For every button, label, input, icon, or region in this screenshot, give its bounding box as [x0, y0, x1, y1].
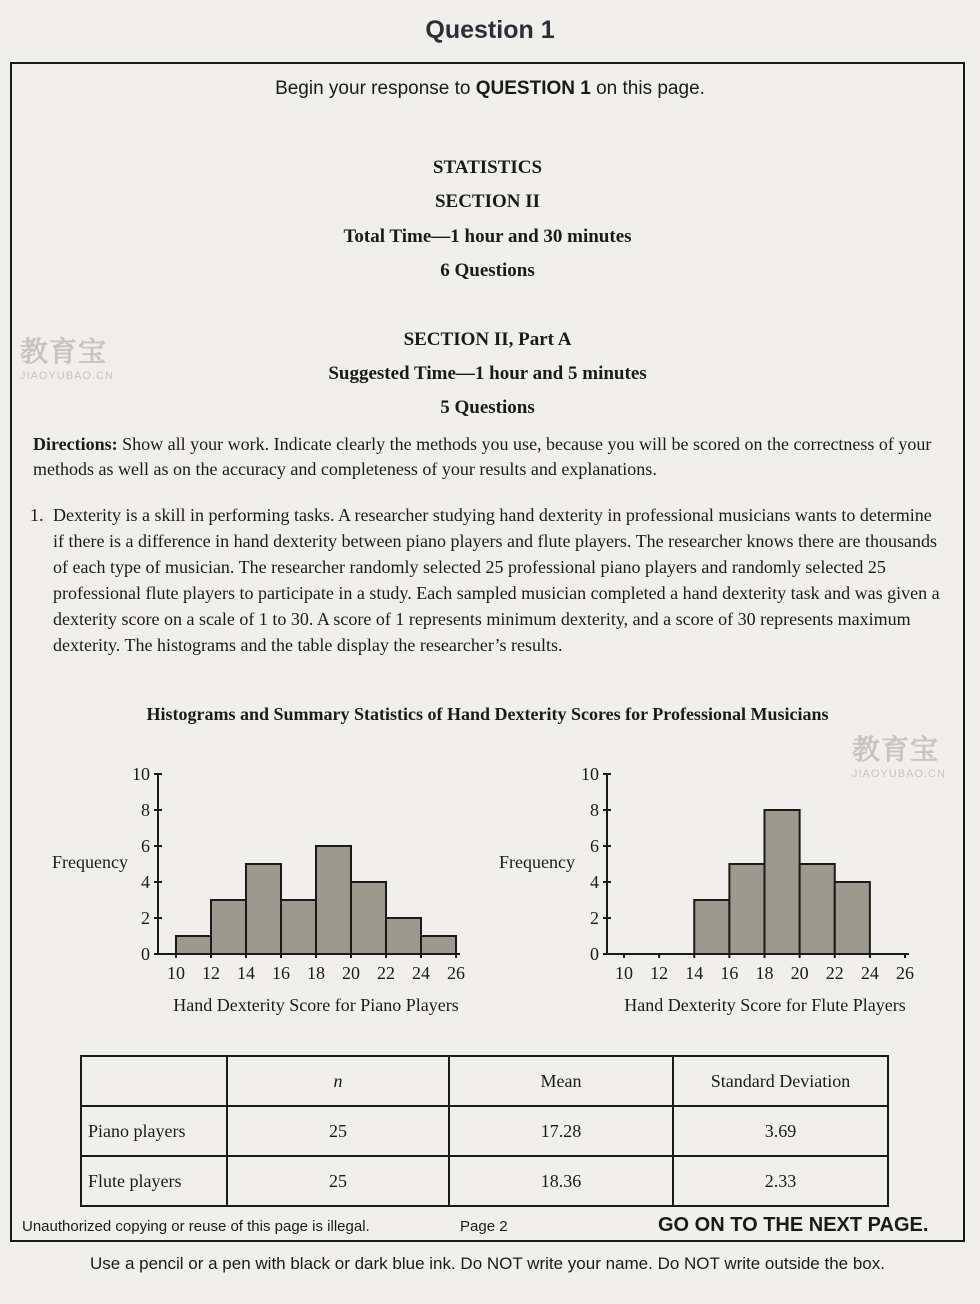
question-number: 1.: [30, 505, 44, 525]
y-axis-label: Frequency: [52, 852, 128, 872]
section-question-count: 6 Questions: [440, 260, 535, 281]
y-tick-label: 10: [581, 764, 599, 784]
x-tick-label: 10: [167, 963, 185, 983]
x-axis-label: Hand Dexterity Score for Flute Players: [624, 995, 906, 1015]
table-cell: 17.28: [449, 1106, 673, 1156]
page-number: Page 2: [460, 1218, 508, 1235]
table-row: [81, 1106, 888, 1156]
table-cell: 25: [227, 1106, 449, 1156]
x-tick-label: 18: [755, 963, 774, 983]
x-tick-label: 16: [272, 963, 290, 983]
x-tick-label: 20: [790, 963, 809, 983]
x-tick-label: 26: [896, 963, 914, 983]
x-tick-label: 16: [720, 963, 739, 983]
summary-statistics-table: [80, 1055, 889, 1207]
question-text: Dexterity is a skill in performing tasks. A researcher studying hand dexterity in professional musicians wants to determine if there is a difference in hand dexterity between piano players and flute players. The researcher knows there are thousands of each type of musician. The researcher randomly selected 25 professional piano players and randomly selected 25 professional flute players to participate in a study. Each sampled musician completed a hand dexterity task and was given a dexterity score on a scale of 1 to 30. A score of 1 represents minimum dexterity, and a score of 30 represents maximum dexterity. The histograms and the table display the researcher’s results.: [53, 505, 940, 655]
begin-question-label: QUESTION 1: [475, 78, 591, 99]
begin-suffix: on this page.: [590, 78, 705, 99]
watermark-cn: 教育宝: [20, 336, 108, 367]
next-page-notice: GO ON TO THE NEXT PAGE.: [658, 1214, 929, 1236]
x-tick-label: 10: [615, 963, 633, 983]
table-cell: 2.33: [673, 1156, 888, 1206]
figure-title: Histograms and Summary Statistics of Hand Dexterity Scores for Professional Musicians: [146, 704, 829, 724]
watermark-en: JIAOYUBAO.CN: [852, 768, 946, 780]
watermark-cn: 教育宝: [852, 734, 940, 765]
table-header-cell: Mean: [449, 1056, 673, 1106]
begin-prefix: Begin your response to: [275, 78, 476, 99]
y-tick-label: 8: [141, 800, 150, 820]
x-tick-label: 20: [342, 963, 360, 983]
y-tick-label: 4: [590, 872, 599, 892]
table-cell: 18.36: [449, 1156, 673, 1206]
question-1: [30, 502, 940, 658]
directions: [33, 432, 943, 482]
x-tick-label: 24: [412, 963, 430, 983]
part-question-count: 5 Questions: [440, 397, 535, 418]
section-number: SECTION II: [434, 191, 541, 212]
x-tick-label: 24: [860, 963, 879, 983]
part-suggested-time: Suggested Time—1 hour and 5 minutes: [328, 363, 647, 384]
y-tick-label: 6: [141, 836, 150, 856]
table-cell: Flute players: [81, 1156, 227, 1206]
directions-label: Directions:: [33, 434, 118, 454]
y-tick-label: 10: [132, 764, 150, 784]
x-tick-label: 26: [447, 963, 465, 983]
page-header-title: Question 1: [425, 16, 555, 44]
copyright-notice: Unauthorized copying or reuse of this page is illegal.: [22, 1218, 370, 1235]
x-axis-label: Hand Dexterity Score for Piano Players: [173, 995, 459, 1015]
watermark-en: JIAOYUBAO.CN: [20, 370, 114, 382]
x-tick-label: 14: [237, 963, 255, 983]
table-header-cell: Standard Deviation: [673, 1056, 888, 1106]
y-axis-label: Frequency: [499, 852, 575, 872]
table-cell: 3.69: [673, 1106, 888, 1156]
y-tick-label: 0: [590, 944, 599, 964]
x-tick-label: 12: [650, 963, 669, 983]
table-row: [81, 1156, 888, 1206]
y-tick-label: 4: [141, 872, 150, 892]
table-cell: 25: [227, 1156, 449, 1206]
x-tick-label: 22: [377, 963, 395, 983]
watermark-logo: [852, 728, 946, 780]
x-tick-label: 18: [307, 963, 325, 983]
x-tick-label: 12: [202, 963, 220, 983]
y-tick-label: 0: [141, 944, 150, 964]
section-total-time: Total Time—1 hour and 30 minutes: [343, 226, 632, 247]
table-header-row: [81, 1056, 888, 1106]
directions-text: Show all your work. Indicate clearly the methods you use, because you will be scored on the correctness of your methods as well as on the accuracy and completeness of your results and explanations.: [33, 434, 932, 479]
ink-instruction: Use a pencil or a pen with black or dark blue ink. Do NOT write your name. Do NOT write outside the box.: [90, 1254, 885, 1273]
watermark-logo: [20, 330, 114, 382]
begin-instruction: [0, 78, 980, 100]
table-header-cell: [81, 1056, 227, 1106]
y-tick-label: 8: [590, 800, 599, 820]
section-subject: STATISTICS: [432, 157, 543, 178]
table-header-cell: n: [227, 1056, 449, 1106]
part-title: SECTION II, Part A: [403, 329, 572, 350]
y-tick-label: 2: [590, 908, 599, 928]
y-tick-label: 6: [590, 836, 599, 856]
y-tick-label: 2: [141, 908, 150, 928]
x-tick-label: 14: [685, 963, 704, 983]
x-tick-label: 22: [825, 963, 844, 983]
table-cell: Piano players: [81, 1106, 227, 1156]
